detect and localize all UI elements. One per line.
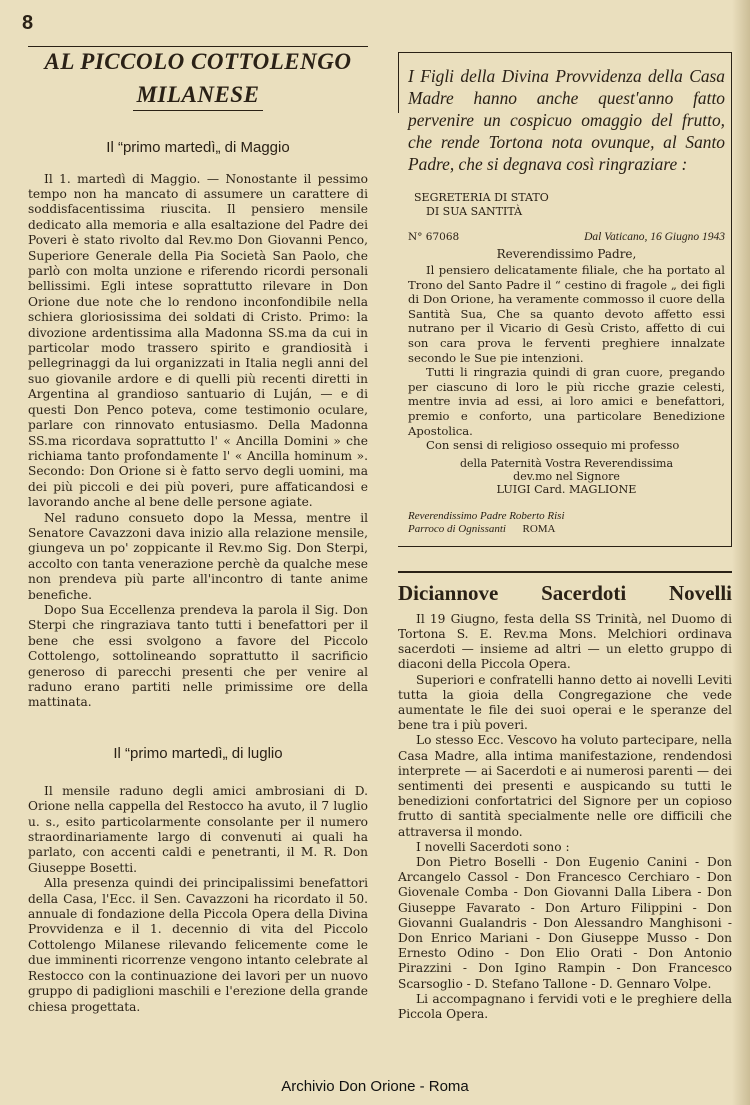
novelli-title-word: Novelli xyxy=(669,580,732,605)
closing xyxy=(408,457,725,496)
paragraph: Nel raduno consueto dopo la Messa, mentre il Senatore Cavazzoni dava inizio alla relazione mensile, giungeva un po' zoppicante il Rev.mo Sig. Don Sterpi, accolto con tanta venerazione perchè da qualche mese non prendeva più parte all'incontro di tante anime benefiche. xyxy=(28,510,368,602)
addressee-city: ROMA xyxy=(522,522,556,535)
title-line-2: MILANESE xyxy=(133,82,264,110)
paragraph: Li accompagnano i fervidi voti e le preghiere della Piccola Opera. xyxy=(398,991,732,1021)
page-edge-shadow xyxy=(732,0,750,1105)
vatican-letter-box xyxy=(398,52,732,547)
addressee xyxy=(408,510,725,536)
closing-line-2: dev.mo nel Signore xyxy=(513,469,620,483)
novelli-title-word: Diciannove xyxy=(398,580,499,605)
box-intro: I Figli della Divina Provvidenza della Casa Madre hanno anche quest'anno fatto pervenire un cospicuo omaggio del frutto, che rende Tortona nota ovunque, al Santo Padre, che si degnava così ringraziare : xyxy=(408,66,725,174)
archive-footer: Archivio Don Orione - Roma xyxy=(281,1078,469,1095)
office-line-2: DI SUA SANTITÀ xyxy=(426,205,523,218)
closing-line-1: della Paternità Vostra Reverendissima xyxy=(459,456,674,470)
addressee-line-1: Reverendissimo Padre Roberto Risi xyxy=(408,509,565,522)
paragraph: I novelli Sacerdoti sono : xyxy=(416,839,570,854)
salutation: Reverendissimo Padre, xyxy=(496,247,637,261)
article-title xyxy=(28,46,368,111)
office-line-1: SEGRETERIA DI STATO xyxy=(414,191,549,204)
letter-header-row xyxy=(408,231,725,243)
addressee-parish: Parroco di Ognissanti xyxy=(408,522,506,535)
protocol-number: N° 67068 xyxy=(408,231,460,243)
paragraph: Lo stesso Ecc. Vescovo ha voluto partecipare, nella Casa Madre, alla intima manifestazione, rendendosi interprete — ai Sacerdoti e ai numerosi parenti — dei sentimenti dei presenti e auspicando su tutti le benedizioni confortatrici del Signore per un copioso frutto di santità specialmente nelle ore difficili che attraversa il mondo. xyxy=(398,733,732,839)
priest-names: Don Pietro Boselli - Don Eugenio Canini - Don Arcangelo Cassol - Don Francesco Cerchiaro - Don Giovenale Comba - Don Giovanni Dalla Libera - Don Giuseppe Favarato - Don Arturo Filippini - Don Giovanni Gualandris - Don Alessandro Manghisoni - Don Enrico Mariani - Don Giuseppe Musso - Don Ernesto Odino - Don Elio Orati - Don Antonio Pirazzini - Don Igino Rampin - Don Francesco Scarsoglio - D. Stefano Tallone - D. Gennaro Volpe. xyxy=(398,854,732,991)
paragraph: Il 19 Giugno, festa della SS Trinità, nel Duomo di Tortona S. E. Rev.ma Mons. Melchiori ordinava sacerdoti — insieme ad altri — un eletto gruppo di diaconi della Piccola Opera. xyxy=(398,611,732,672)
paragraph: Dopo Sua Eccellenza prendeva la parola il Sig. Don Sterpi che ringraziava tanto tutti i benefattori per il bene che essi svolgono a favore del Piccolo Cottolengo, sottolineando soprattutto il sacrificio generoso di parecchi presenti che per venire al raduno erano partiti nelle primissime ore della mattinata. xyxy=(28,602,368,710)
addressee-line-2 xyxy=(408,523,725,536)
letter-paragraph: Con sensi di religioso ossequio mi professo xyxy=(426,438,680,453)
right-column xyxy=(398,52,732,1022)
paragraph: Alla presenza quindi dei principalissimi benefattori della Casa, l'Ecc. il Sen. Cavazzoni ha ricordato il 50. annuale di fondazione della Piccola Opera della Divina Provvidenza e il 1. decennio di vita del Piccolo Cottolengo Milanese rilevando felicemente come le due imminenti ricorrenze vengono intanto celebrate al Restocco con la continuazione dei lavori per un nuovo gruppo di padiglioni maschili e l'erezione della grande chiesa progettata. xyxy=(28,876,368,1014)
section-title-may: Il “primo martedì„ di Maggio xyxy=(106,138,290,156)
novelli-title-word: Sacerdoti xyxy=(541,580,627,605)
paragraph: Il 1. martedì di Maggio. — Nonostante il pessimo tempo non ha mancato di assumere un carattere di soddisfacentissima riuscita. Il pensiero mensile dedicato alla memoria e alla esaltazione del Padre dei Poveri è stato rivolto dal Rev.mo Don Giovanni Penco, Superiore Generale della Pia Società San Paolo, che parlò con molta unzione e riferendo ricordi personali bellissimi. Egli intese soprattutto rilevare in Don Orione due note che lo rendono inconfondibile nella schiera gloriosissima dei soldati di Cristo. Primo: la divozione ardentissima alla Madonna SS.ma da cui in particolar modo trassero spirito e grandiosità i pellegrinaggi da lui organizzati in Italia negli anni del suo giovanile ardore e di quelli più recenti diretti in Argentina al grandioso santuario di Luján, — e di questi Don Penco poteva, come testimonio oculare, parlare con rinnovato entusiasmo. Della Madonna SS.ma ricordava soprattutto l' « Ancilla Domini » che richiama tanto profondamente l' « Ancilla hominum ». Secondo: Don Orione si è fatto servo degli uomini, ma dei più piccoli e dei più poveri, pure affaticandosi e lavorando anche al bene delle persone agiate. xyxy=(28,171,368,510)
letter-paragraph: Tutti li ringrazia quindi di gran cuore, pregando per ciascuno di loro le più ricche grazie celesti, mentre invia ad essi, ai loro amici e benefattori, premio e conforto, una particolare Benedizione Apostolica. xyxy=(408,365,725,438)
title-line-1: AL PICCOLO COTTOLENGO xyxy=(28,46,368,74)
left-column xyxy=(28,46,368,1015)
signature: LUIGI Card. MAGLIONE xyxy=(496,482,637,496)
page-number: 8 xyxy=(22,12,34,34)
place-date: Dal Vaticano, 16 Giugno 1943 xyxy=(584,231,725,243)
paragraph: Il mensile raduno degli amici ambrosiani di D. Orione nella cappella del Restocco ha avuto, il 7 luglio u. s., esito particolarmente consolante per il numero straordinariamente largo di convenuti ai quali ha parlato, con accenti caldi e penetranti, il M. R. Don Giuseppe Bosetti. xyxy=(28,783,368,875)
letter-paragraph: Il pensiero delicatamente filiale, che ha portato al Trono del Santo Padre il “ cestino di fragole „ dei figli di Don Orione, ha veramente commosso il cuore della Santità Sua, Che sa quanto devoto affetto essi nutrano per il Vicario di Gesù Cristo, affetto di cui son cara prova le ferventi preghiere innalzate secondo le Sue pie intenzioni. xyxy=(408,263,725,365)
paragraph: Superiori e confratelli hanno detto ai novelli Leviti tutta la gioia della Congregazione che vede aumentate le file dei suoi operai e le speranze del bene tra i più poveri. xyxy=(398,672,732,733)
section-title-july: Il “primo martedì„ di luglio xyxy=(113,744,283,762)
novelli-title xyxy=(398,571,732,606)
